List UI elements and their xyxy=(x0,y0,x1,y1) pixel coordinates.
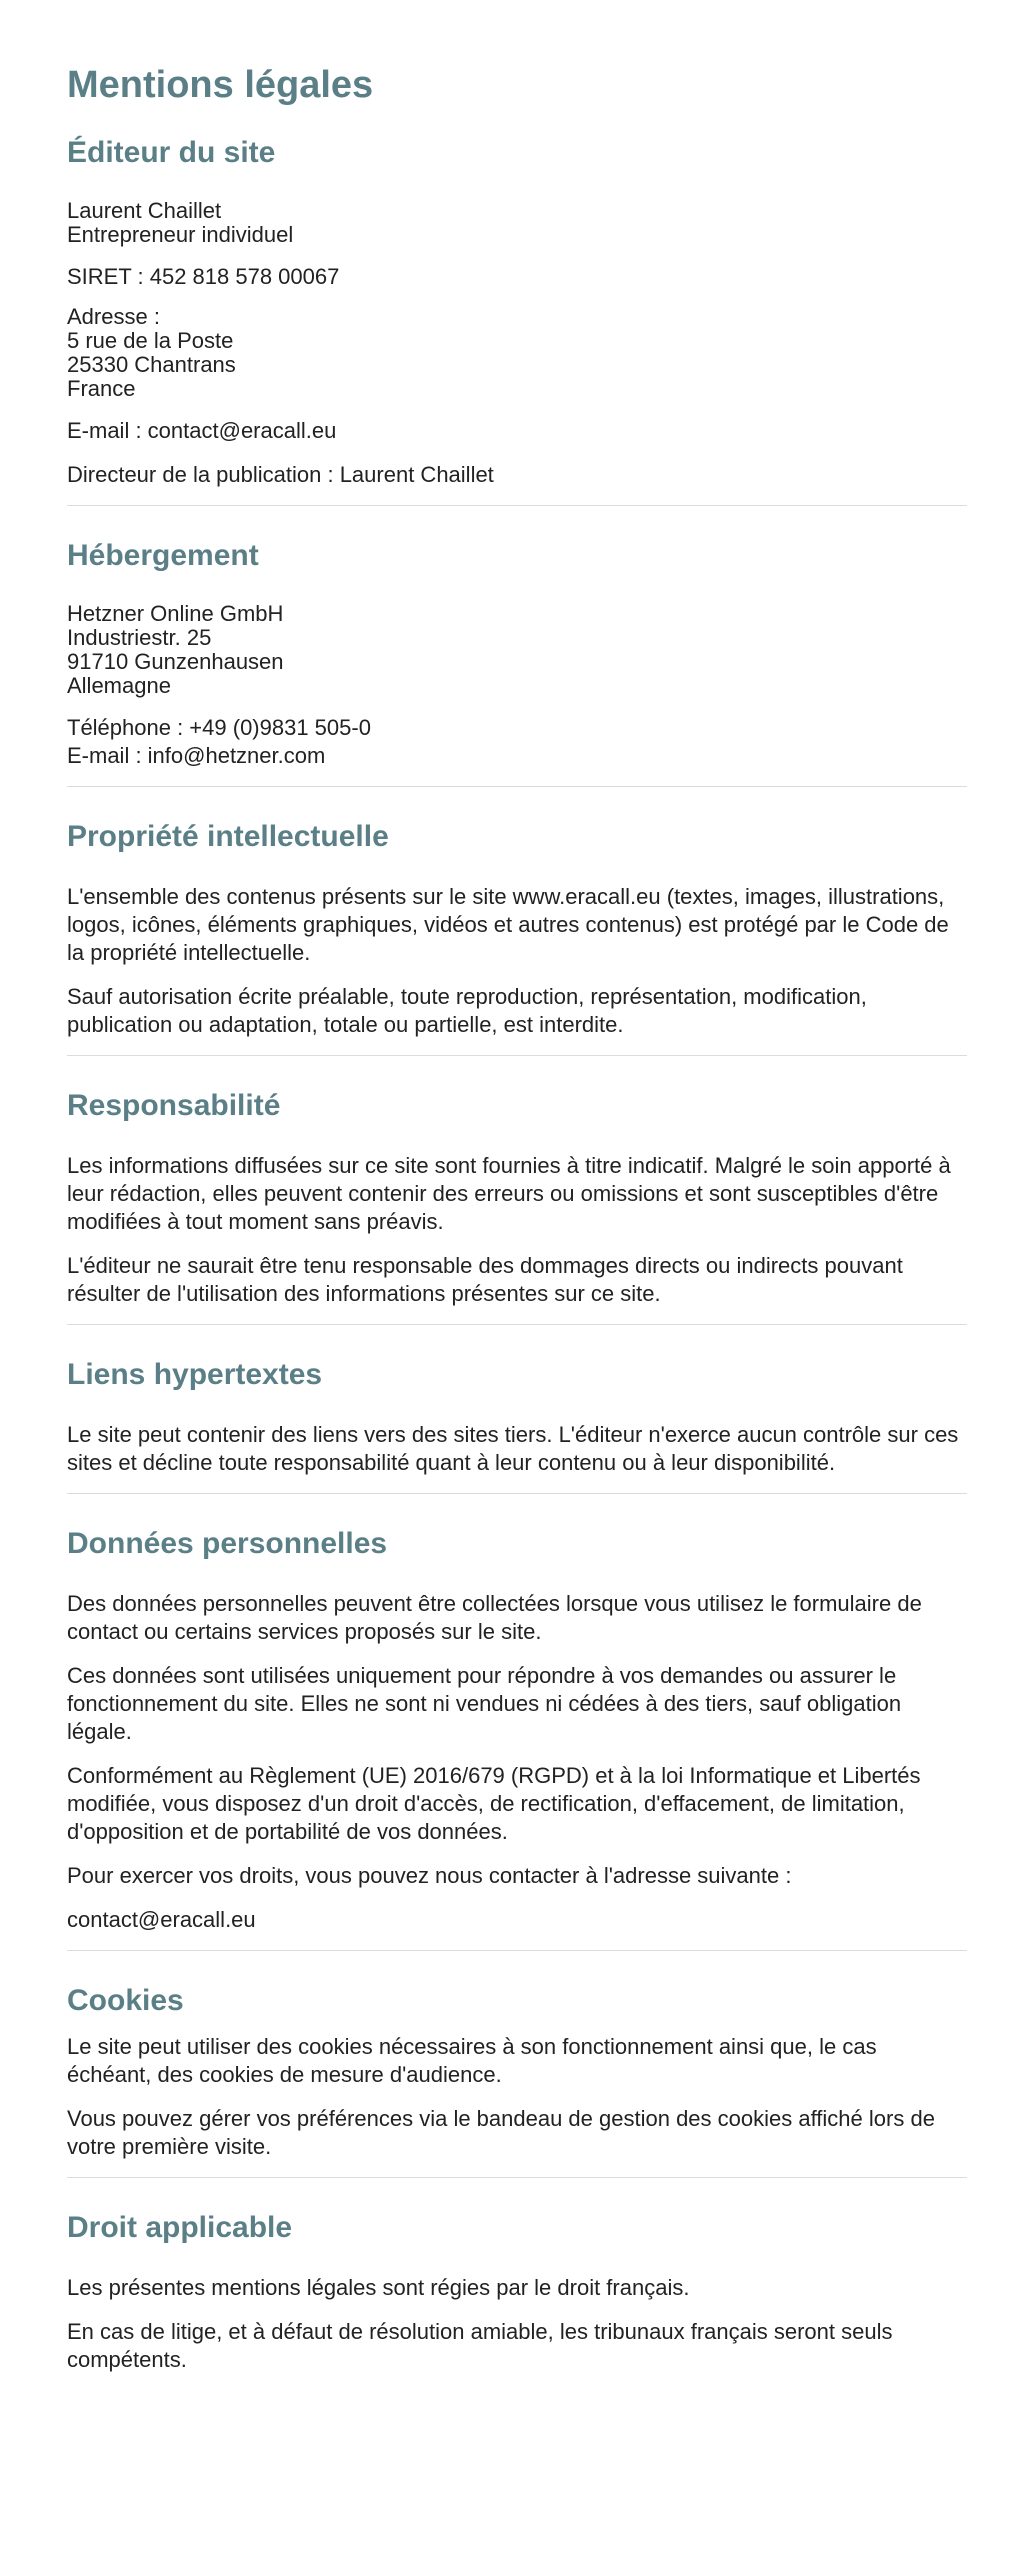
contact-email[interactable]: contact@eracall.eu xyxy=(67,1906,256,1932)
paragraph: Conformément au Règlement (UE) 2016/679 (RGPD) et à la loi Informatique et Libertés modifiée, vous disposez d'un droit d'accès, de rectification, d'effacement, de limitation, d'opposition et de portabilité de vos données. xyxy=(67,1762,921,1844)
section-divider xyxy=(67,1324,967,1325)
section-heading-responsabilite: Responsabilité xyxy=(67,1088,281,1122)
editeur-address-street: 5 rue de la Poste xyxy=(67,327,234,353)
editeur-address xyxy=(67,305,967,401)
editeur-address-label: Adresse : xyxy=(67,303,160,329)
paragraph: L'ensemble des contenus présents sur le site www.eracall.eu (textes, images, illustrations, logos, icônes, éléments graphiques, vidéos et autres contenus) est protégé par le Code de la propriété intellectuelle. xyxy=(67,883,949,965)
hebergement-company: Hetzner Online GmbH xyxy=(67,600,284,626)
section-heading-liens: Liens hypertextes xyxy=(67,1357,323,1391)
paragraph: En cas de litige, et à défaut de résolution amiable, les tribunaux français seront seuls compétents. xyxy=(67,2318,893,2372)
section-divider xyxy=(67,505,967,506)
hebergement-email[interactable]: E-mail : info@hetzner.com xyxy=(67,742,326,768)
section-propriete xyxy=(67,819,967,1039)
section-divider xyxy=(67,2177,967,2178)
paragraph: L'éditeur ne saurait être tenu responsable des dommages directs ou indirects pouvant résulter de l'utilisation des informations présentes sur ce site. xyxy=(67,1252,903,1306)
section-heading-cookies: Cookies xyxy=(67,1983,184,2017)
paragraph: Le site peut contenir des liens vers des sites tiers. L'éditeur n'exerce aucun contrôle sur ces sites et décline toute responsabilité quant à leur contenu ou à leur disponibilité. xyxy=(67,1421,959,1475)
hebergement-street: Industriestr. 25 xyxy=(67,624,212,650)
section-heading-editeur: Éditeur du site xyxy=(67,135,276,169)
editeur-name: Laurent Chaillet xyxy=(67,197,222,223)
section-editeur xyxy=(67,135,967,489)
editeur-status: Entrepreneur individuel xyxy=(67,221,294,247)
section-responsabilite xyxy=(67,1088,967,1308)
hebergement-country: Allemagne xyxy=(67,672,171,698)
section-heading-propriete: Propriété intellectuelle xyxy=(67,819,389,853)
paragraph: Les informations diffusées sur ce site sont fournies à titre indicatif. Malgré le soin apporté à leur rédaction, elles peuvent contenir des erreurs ou omissions et sont susceptibles d'être modifiées à tout moment sans préavis. xyxy=(67,1152,951,1234)
paragraph: Vous pouvez gérer vos préférences via le bandeau de gestion des cookies affiché lors de votre première visite. xyxy=(67,2105,935,2159)
hebergement-phone: Téléphone : +49 (0)9831 505-0 xyxy=(67,714,371,740)
section-heading-hebergement: Hébergement xyxy=(67,538,259,572)
page-title: Mentions légales xyxy=(67,64,374,106)
editeur-identity xyxy=(67,199,967,247)
hebergement-contact xyxy=(67,714,967,770)
paragraph: Pour exercer vos droits, vous pouvez nous contacter à l'adresse suivante : xyxy=(67,1862,792,1888)
editeur-address-country: France xyxy=(67,375,136,401)
hebergement-address xyxy=(67,602,967,698)
editeur-siret: SIRET : 452 818 578 00067 xyxy=(67,263,340,289)
section-divider xyxy=(67,1950,967,1951)
section-divider xyxy=(67,1493,967,1494)
paragraph: Des données personnelles peuvent être collectées lorsque vous utilisez le formulaire de contact ou certains services proposés sur le site. xyxy=(67,1590,922,1644)
editeur-address-city: 25330 Chantrans xyxy=(67,351,236,377)
section-liens xyxy=(67,1357,967,1477)
paragraph: Le site peut utiliser des cookies nécessaires à son fonctionnement ainsi que, le cas échéant, des cookies de mesure d'audience. xyxy=(67,2033,877,2087)
section-heading-donnees: Données personnelles xyxy=(67,1526,388,1560)
paragraph: Les présentes mentions légales sont régies par le droit français. xyxy=(67,2274,690,2300)
section-divider xyxy=(67,1055,967,1056)
paragraph: Ces données sont utilisées uniquement pour répondre à vos demandes ou assurer le fonctionnement du site. Elles ne sont ni vendues ni cédées à des tiers, sauf obligation légale. xyxy=(67,1662,902,1744)
section-heading-droit: Droit applicable xyxy=(67,2210,293,2244)
editeur-email[interactable]: E-mail : contact@eracall.eu xyxy=(67,417,337,443)
paragraph: Sauf autorisation écrite préalable, toute reproduction, représentation, modification, publication ou adaptation, totale ou partielle, est interdite. xyxy=(67,983,867,1037)
section-cookies xyxy=(67,1983,967,2161)
section-divider xyxy=(67,786,967,787)
hebergement-city: 91710 Gunzenhausen xyxy=(67,648,284,674)
section-droit xyxy=(67,2210,967,2374)
editeur-directeur: Directeur de la publication : Laurent Chaillet xyxy=(67,461,494,487)
section-donnees xyxy=(67,1526,967,1934)
section-hebergement xyxy=(67,538,967,770)
